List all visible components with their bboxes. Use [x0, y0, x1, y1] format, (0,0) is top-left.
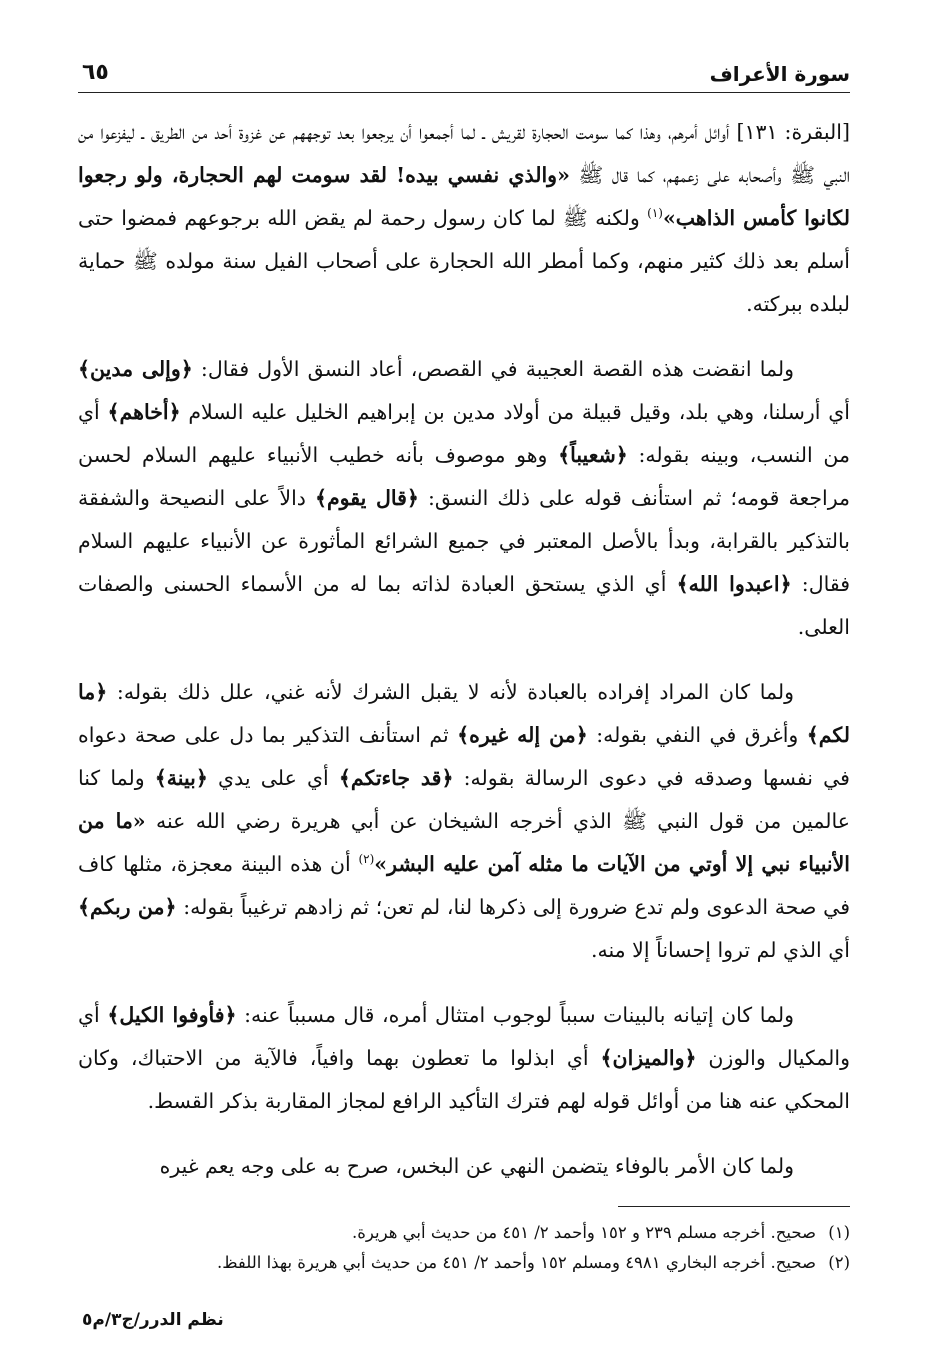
- footnote-text: صحيح. أخرجه البخاري ٤٩٨١ ومسلم ١٥٢ وأحمد ٢/ ٤٥١ من حديث أبي هريرة بهذا اللفظ.: [217, 1253, 816, 1272]
- text-run: [البقرة: ١٣١] أوائل أمرهم، وهذا كما سومت الحجارة لقريش ـ لما أجمعوا أن يرجعوا بعد توجههم عن غزوة أحد من الطريق ـ ليفزعوا من النبي ﷺ وأصحابه على زعمهم، كما قال ﷺ: [78, 120, 850, 187]
- text-run: ولما كان المراد إفراده بالعبادة لأنه لا يقبل الشرك لأنه غني، علل ذلك بقوله:: [107, 680, 794, 704]
- quoted-text: ﴿بينة﴾: [154, 766, 208, 790]
- text-run: ولما كنا عالمين من قول النبي ﷺ الذي أخرجه الشيخان عن أبي هريرة رضي الله عنه: [78, 766, 850, 833]
- page-number: ٦٥: [82, 60, 109, 85]
- quoted-text: ﴿من ربكم﴾: [78, 895, 177, 919]
- quoted-text: ﴿ما لكم﴾: [78, 680, 850, 747]
- footnote-1: [78, 1218, 850, 1248]
- quoted-text: ﴿أخاهم﴾: [107, 400, 181, 424]
- quoted-text: ﴿من إله غيره﴾: [457, 723, 588, 747]
- quoted-text: ﴿اعبدوا الله﴾: [676, 572, 792, 596]
- paragraph-5: [78, 1145, 850, 1188]
- footnote-number: (٢): [828, 1253, 850, 1272]
- printer-signature: نظم الدرر/ج٣/م٥: [82, 1310, 224, 1330]
- text-run: أي والمكيال والوزن: [78, 1003, 850, 1070]
- text-run: ولما كان إتيانه بالبينات سبباً لوجوب امتثال أمره، قال مسبباً عنه:: [236, 1003, 794, 1027]
- text-run: ولما كان الأمر بالوفاء يتضمن النهي عن البخس، صرح به على وجه يعم غيره: [159, 1154, 794, 1178]
- quoted-text: «ما من الأنبياء نبي إلا أوتي من الآيات ما مثله آمن عليه البشر»: [78, 809, 850, 876]
- footnote-divider: [618, 1206, 850, 1207]
- footnote-ref: (٢): [358, 852, 375, 867]
- quoted-text: ﴿قال يقوم﴾: [314, 486, 419, 510]
- text-run: أن هذه البينة معجزة، مثلها كاف في صحة الدعوى ولم تدع ضرورة إلى ذكرها لنا، لم تعن؛ ثم زادهم ترغيباً بقوله:: [78, 852, 850, 919]
- text-run: وهو موصوف بأنه خطيب الأنبياء عليهم السلام لحسن مراجعة قومه؛ ثم استأنف قوله على ذلك النسق:: [78, 443, 850, 510]
- quoted-text: ﴿شعيباً﴾: [558, 443, 628, 467]
- footnote-2: [78, 1248, 850, 1278]
- text-run: أي من النسب، وبينه بقوله:: [78, 400, 850, 467]
- quoted-text: ﴿وإلى مدين﴾: [78, 357, 193, 381]
- quoted-text: ﴿فأوفوا الكيل﴾: [107, 1003, 237, 1027]
- main-text: [78, 111, 850, 1188]
- paragraph-4: [78, 994, 850, 1123]
- paragraph-3: [78, 671, 850, 972]
- text-run: ولكنه ﷺ لما كان رسول رحمة لم يقض الله برجوعهم فمضوا حتى أسلم بعد ذلك كثير منهم، وكما أمطر الله الحجارة على أصحاب الفيل سنة مولده ﷺ حماية لبلده ببركته.: [78, 206, 850, 316]
- footnote-ref: (١): [647, 206, 663, 221]
- text-run: أي الذي لم تروا إحساناً إلا منه.: [590, 938, 850, 962]
- running-header: [78, 58, 850, 93]
- footnote-number: (١): [828, 1223, 850, 1242]
- text-run: ولما انقضت هذه القصة العجيبة في القصص، أعاد النسق الأول فقال:: [192, 357, 795, 381]
- footnote-text: صحيح. أخرجه مسلم ٢٣٩ و ١٥٢ وأحمد ٢/ ٤٥١ من حديث أبي هريرة.: [352, 1223, 816, 1242]
- footnotes: [78, 1218, 850, 1278]
- text-run: دالاً على النصيحة والشفقة بالتذكير بالقرابة، وبدأ بالأصل المعتبر في جميع الشرائع المأثورة عن الأنبياء عليهم السلام فقال:: [78, 486, 851, 596]
- book-page: [78, 58, 850, 1328]
- paragraph-1: [78, 111, 850, 326]
- quoted-text: «والذي نفسي بيده! لقد سومت لهم الحجارة، ولو رجعوا لكانوا كأمس الذاهب»: [78, 163, 851, 230]
- quoted-text: ﴿قد جاءتكم﴾: [338, 766, 454, 790]
- text-run: أي ابذلوا ما تعطون بهما وافياً، فالآية من الاحتباك، وكان المحكي عنه هنا من أوائل قوله لهم فترك التأكيد الرافع لمجاز المقاربة بذكر القسط.: [78, 1046, 850, 1113]
- paragraph-2: [78, 348, 850, 649]
- surah-title: سورة الأعراف: [709, 62, 850, 86]
- text-run: أي على يدي: [207, 766, 339, 790]
- text-run: ثم استأنف التذكير بما دل على صحة دعواه في نفسها وصدقه في دعوى الرسالة بقوله:: [78, 723, 850, 790]
- quoted-text: ﴿والميزان﴾: [600, 1046, 697, 1070]
- text-run: أي أرسلنا، وهي بلد، وقيل قبيلة من أولاد مدين بن إبراهيم الخليل عليه السلام: [180, 400, 850, 424]
- text-run: وأغرق في النفي بقوله:: [587, 723, 807, 747]
- text-run: أي الذي يستحق العبادة لذاته بما له من الأسماء الحسنى والصفات العلى.: [78, 572, 850, 639]
